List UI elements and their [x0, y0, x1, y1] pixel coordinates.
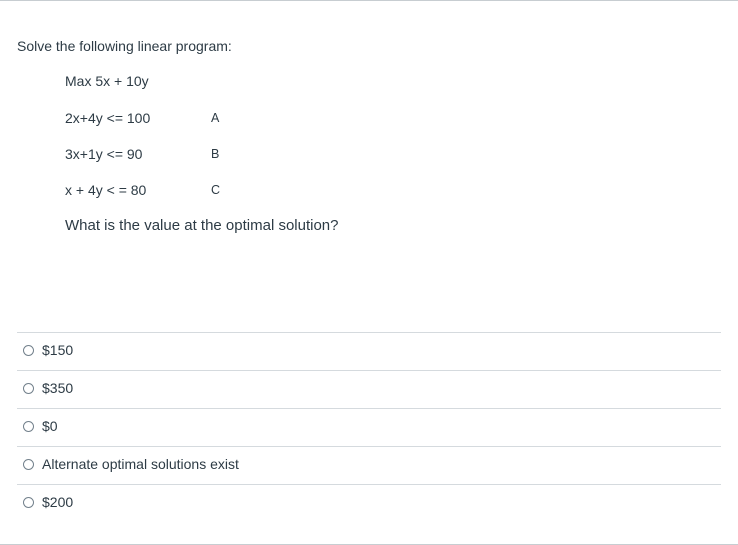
constraint-b-expression: 3x+1y <= 90 — [65, 146, 143, 162]
answer-label: $350 — [42, 380, 74, 396]
answer-option[interactable] — [17, 370, 721, 408]
question-prompt: Solve the following linear program: — [17, 38, 232, 54]
answer-label: $200 — [42, 494, 74, 510]
radio-button[interactable] — [23, 345, 34, 356]
answer-list — [17, 332, 721, 522]
radio-button[interactable] — [23, 421, 34, 432]
radio-button[interactable] — [23, 497, 34, 508]
radio-button[interactable] — [23, 459, 34, 470]
constraint-c-expression: x + 4y < = 80 — [65, 182, 147, 198]
constraint-c-tag: C — [211, 183, 221, 197]
answer-option[interactable] — [17, 408, 721, 446]
answer-label: $0 — [42, 418, 58, 434]
radio-button[interactable] — [23, 383, 34, 394]
answer-option[interactable] — [17, 332, 721, 370]
answer-option[interactable] — [17, 484, 721, 522]
question-text: What is the value at the optimal solution? — [65, 217, 339, 234]
constraint-a-expression: 2x+4y <= 100 — [65, 110, 151, 126]
constraint-a-tag: A — [211, 111, 220, 125]
answer-option[interactable] — [17, 446, 721, 484]
answer-label: Alternate optimal solutions exist — [42, 456, 239, 472]
answer-label: $150 — [42, 342, 74, 358]
constraint-b-tag: B — [211, 147, 220, 161]
objective-function: Max 5x + 10y — [65, 73, 149, 89]
